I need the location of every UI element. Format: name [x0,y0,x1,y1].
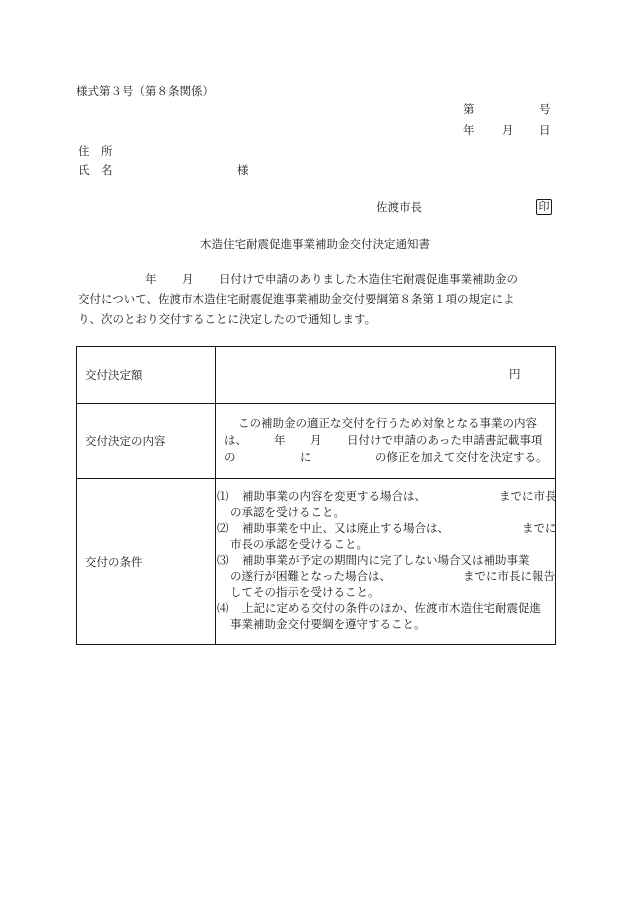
seal-mark [536,199,552,215]
form-label: 様式第３号（第８条関係） [76,84,214,98]
content-line2-a: は、 [224,433,247,447]
amount-value-cell [216,347,556,404]
date-month: 月 [502,123,514,137]
condition-item-4-line2: 事業補助金交付要綱を遵守すること。 [230,617,426,631]
intro-month: 月 [182,272,194,286]
condition-item-2-line1-tail: までに [522,521,557,535]
condition-item-1-line1: 補助事業の内容を変更する場合は、 [242,489,426,503]
conditions-label: 交付の条件 [77,479,216,645]
date-day: 日 [539,123,551,137]
amount-label: 交付決定額 [77,347,216,404]
content-line3-a: の [224,450,236,464]
address-label: 住 所 [78,144,113,158]
condition-item-3-line2-tail: までに市長に報告 [463,569,555,583]
document-title: 木造住宅耐震促進事業補助金交付決定通知書 [200,237,430,251]
content-line1: この補助金の適正な交付を行うため対象となる事業の内容 [238,416,537,430]
content-line2-year: 年 [274,433,286,447]
table-row-conditions [77,479,556,645]
condition-item-3-line2: の遂行が困難となった場合は、 [230,569,391,583]
condition-item-number: ⑴ [217,489,229,503]
content-value-cell [216,404,556,479]
content-line3-b: に [300,450,312,464]
content-label: 交付決定の内容 [77,404,216,479]
document-number-prefix: 第 [463,102,475,116]
amount-unit: 円 [509,367,521,381]
conditions-value-cell [216,479,556,645]
honorific: 様 [237,163,249,177]
content-line2-month: 月 [310,433,322,447]
condition-item-number: ⑶ [217,553,229,567]
intro-line1: 日付けで申請のありました木造住宅耐震促進事業補助金の [219,272,518,286]
condition-item-1-line1-tail: までに市長 [499,489,557,503]
condition-item-2-line2: 市長の承認を受けること。 [230,537,368,551]
condition-item-number: ⑷ [217,601,229,615]
name-label: 氏 名 [78,163,113,177]
issuer-name: 佐渡市長 [376,200,422,214]
document-number-suffix: 号 [539,102,551,116]
seal-icon: 印 [536,199,552,215]
condition-item-3-line3: してその指示を受けること。 [230,585,380,599]
table-row-amount [77,347,556,404]
table-row-content [77,404,556,479]
condition-item-number: ⑵ [217,521,229,535]
intro-year: 年 [145,272,157,286]
date-year: 年 [463,123,475,137]
condition-item-1-line2: の承認を受けること。 [230,505,345,519]
intro-line2: 交付について、佐渡市木造住宅耐震促進事業補助金交付要綱第８条第１項の規定によ [78,292,515,306]
content-line2-tail: 日付けで申請のあった申請書記載事項 [347,433,543,447]
condition-item-3-line1: 補助事業が予定の期間内に完了しない場合又は補助事業 [242,553,530,567]
decision-table [76,346,556,645]
condition-item-4-line1: 上記に定める交付の条件のほか、佐渡市木造住宅耐震促進 [242,601,541,615]
content-line3-tail: の修正を加えて交付を決定する。 [375,450,548,464]
condition-item-2-line1: 補助事業を中止、又は廃止する場合は、 [242,521,449,535]
intro-line3: り、次のとおり交付することに決定したので通知します。 [78,312,377,326]
